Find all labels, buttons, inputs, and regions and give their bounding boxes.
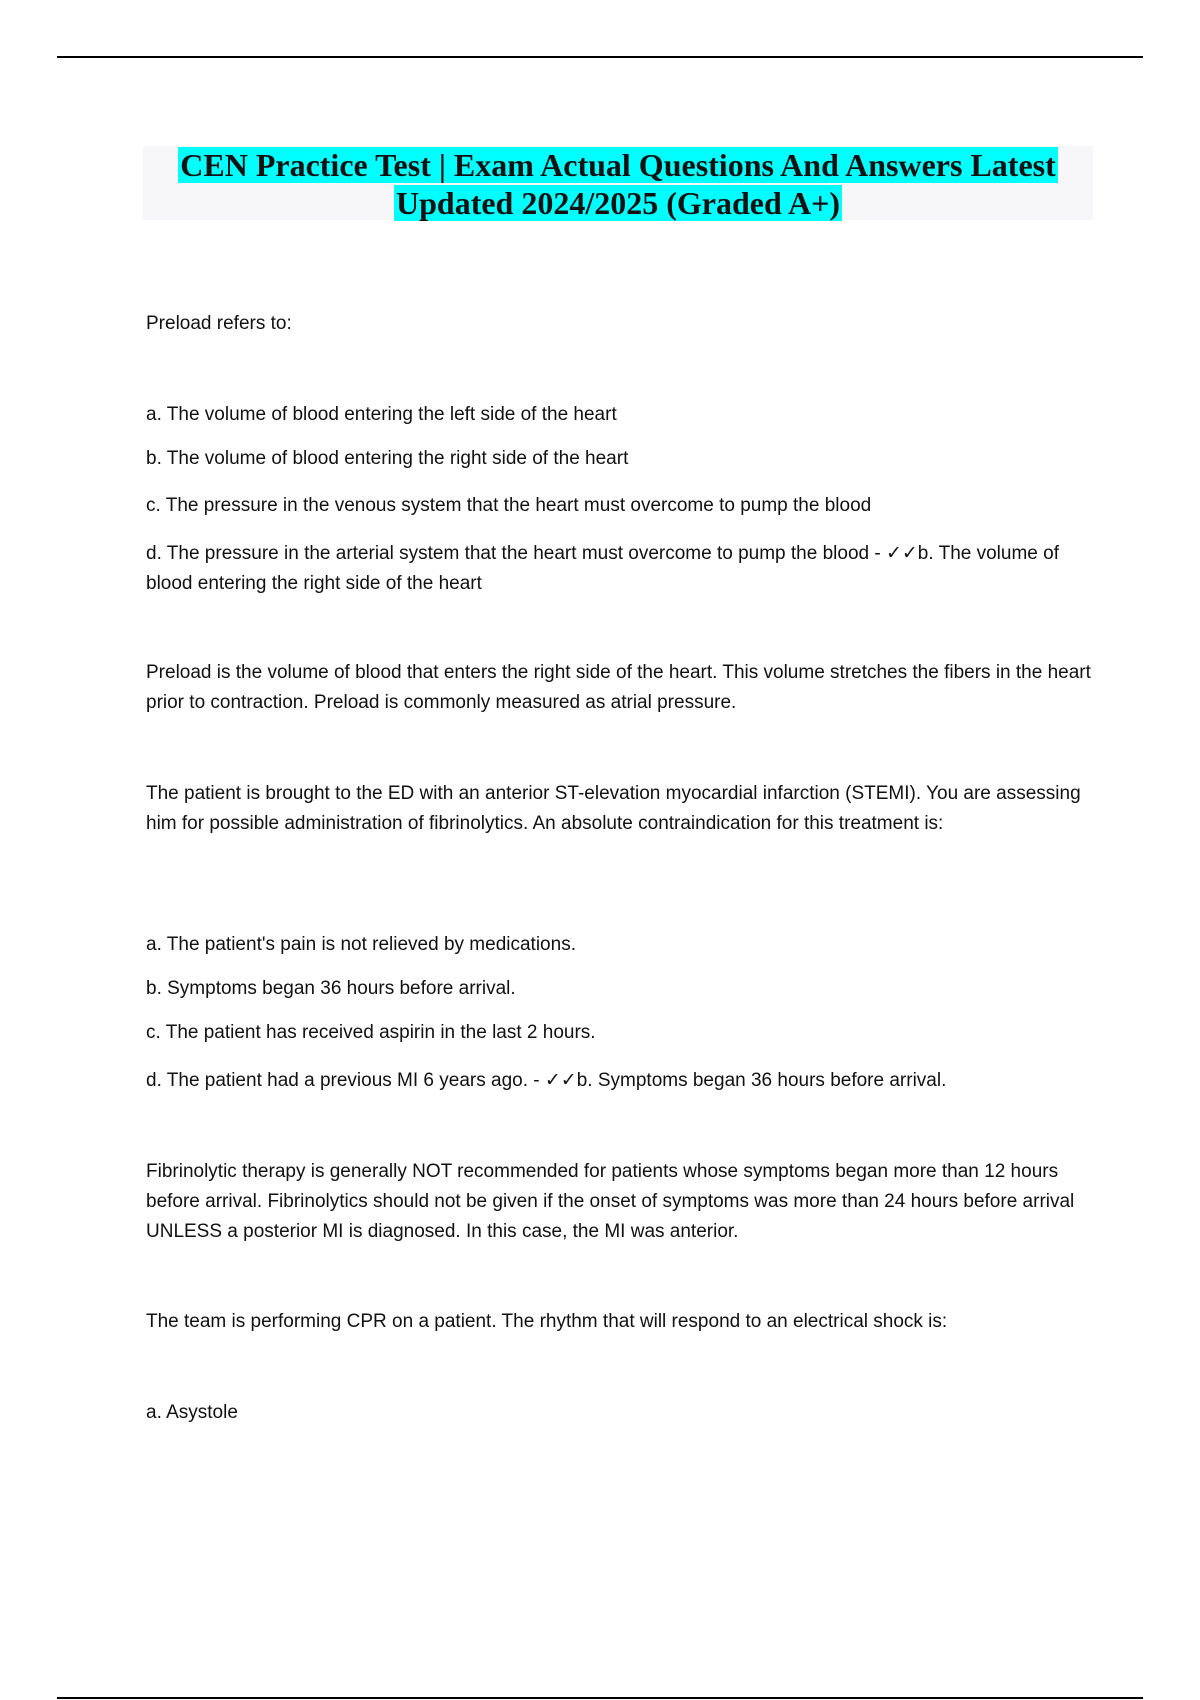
bottom-rule <box>57 1697 1143 1699</box>
question-3-prompt: The team is performing CPR on a patient. The rhythm that will respond to an electrical shock is: <box>146 1311 948 1332</box>
question-1-option-a: a. The volume of blood entering the left side of the heart <box>146 404 617 425</box>
document-title <box>143 146 1093 220</box>
question-2-option-d-answer: d. The patient had a previous MI 6 years ago. - ✓✓b. Symptoms began 36 hours before arrival. <box>146 1070 947 1091</box>
question-1-option-d-answer: d. The pressure in the arterial system that the heart must overcome to pump the blood - ✓✓b. The volume of blood entering the right side of the heart <box>146 543 1059 594</box>
question-1-rationale: Preload is the volume of blood that enters the right side of the heart. This volume stretches the fibers in the heart prior to contraction. Preload is commonly measured as atrial pressure. <box>146 662 1091 713</box>
question-1-option-c: c. The pressure in the venous system that the heart must overcome to pump the blood <box>146 495 872 516</box>
question-1-prompt: Preload refers to: <box>146 313 292 334</box>
top-rule <box>57 56 1143 58</box>
title-line-2: Updated 2024/2025 (Graded A+) <box>395 185 841 221</box>
question-2-option-c: c. The patient has received aspirin in the last 2 hours. <box>146 1022 596 1043</box>
question-2-rationale: Fibrinolytic therapy is generally NOT recommended for patients whose symptoms began more than 12 hours before arrival. Fibrinolytics should not be given if the onset of symptoms was more than 24 hours before arrival UNLESS a posterior MI is diagnosed. In this case, the MI was anterior. <box>146 1161 1075 1242</box>
question-2-prompt: The patient is brought to the ED with an anterior ST-elevation myocardial infarction (STEMI). You are assessing him for possible administration of fibrinolytics. An absolute contraindication for this treatment is: <box>146 783 1081 834</box>
question-2-option-b: b. Symptoms began 36 hours before arrival. <box>146 978 516 999</box>
question-2-option-a: a. The patient's pain is not relieved by medications. <box>146 934 576 955</box>
title-line-1: CEN Practice Test | Exam Actual Questions And Answers Latest <box>180 147 1056 183</box>
question-3-option-a: a. Asystole <box>146 1402 238 1423</box>
question-1-option-b: b. The volume of blood entering the right side of the heart <box>146 448 629 469</box>
